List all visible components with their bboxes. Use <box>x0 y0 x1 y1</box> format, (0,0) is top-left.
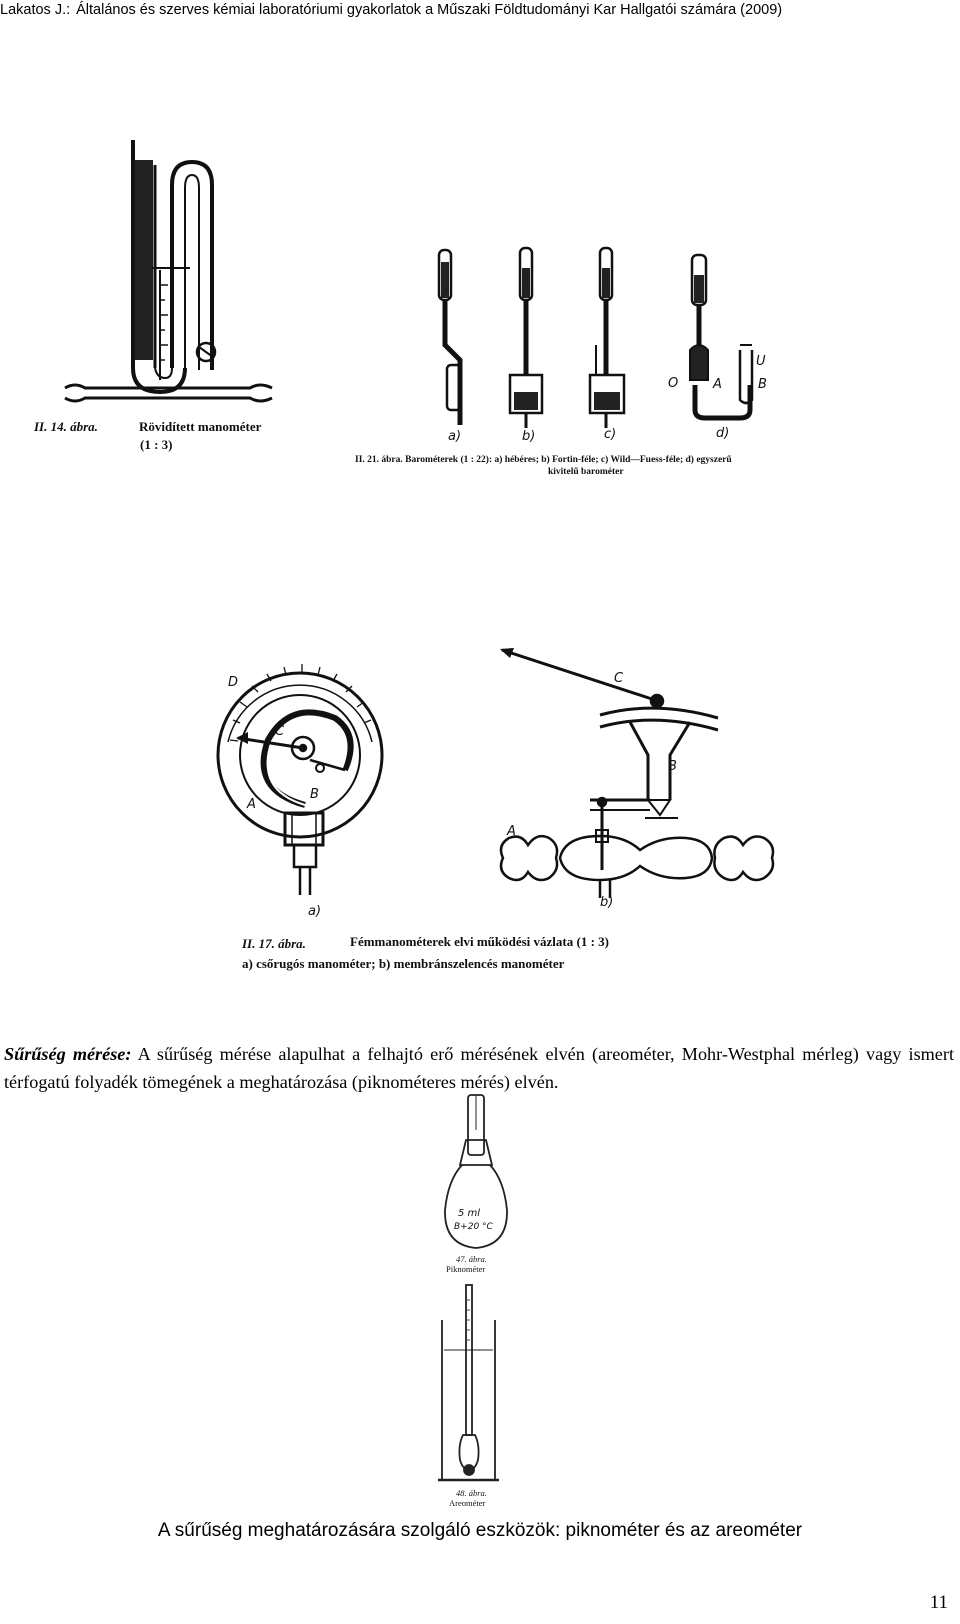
fig47-inner-volume: 5 ml <box>458 1208 481 1219</box>
fig21-detail-b: B <box>758 377 767 392</box>
density-paragraph <box>4 1040 954 1096</box>
fig21-detail-u: U <box>756 354 766 369</box>
fig17-label-a: A <box>247 797 256 812</box>
fig17-label-d: D <box>228 675 239 690</box>
fig17-caption-text: Fémmanométerek elvi működési vázlata (1 : 3) <box>350 934 609 949</box>
fig48-caption-num: 48. ábra. <box>456 1488 487 1498</box>
fig21-label-c: c) <box>604 427 617 442</box>
fig17-label-a-paren: a) <box>308 904 322 919</box>
fig17-caption-num: II. 17. ábra. <box>242 936 306 951</box>
fig21-caption-1: II. 21. ábra. Barométerek (1 : 22): a) hébéres; b) Fortin-féle; c) Wild—Fuess-féle; d) egyszerű <box>355 455 732 465</box>
fig14-caption-scale: (1 : 3) <box>140 437 173 452</box>
fig21-label-a: a) <box>448 429 462 444</box>
fig21-detail-o: O <box>668 376 679 391</box>
paragraph-text: A sűrűség mérése alapulhat a felhajtó erő mérésének elvén (areométer, Mohr-Westphal mérleg) vagy ismert térfogatú folyadék tömegének a meghatározása (piknométeres mérés) elvén. <box>4 1044 954 1092</box>
fig47-caption-name: Piknométer <box>446 1264 486 1274</box>
figure-17-manometers <box>218 648 773 898</box>
fig17-label-c: C <box>275 724 285 739</box>
header-title: Általános és szerves kémiai laboratóriumi gyakorlatok a Műszaki Földtudományi Kar Hallgatói számára (2009) <box>76 2 783 18</box>
fig21-label-d: d) <box>716 426 730 441</box>
bottom-caption: A sűrűség meghatározására szolgáló eszközök: piknométer és az areométer <box>157 1520 803 1541</box>
figure-14-manometer <box>65 140 272 401</box>
figure-21-barometers <box>439 248 752 428</box>
fig17-label-a2: A <box>507 824 516 839</box>
fig14-caption-num: II. 14. ábra. <box>34 419 98 434</box>
fig17-label-c2: C <box>614 671 624 686</box>
paragraph-lead: Sűrűség mérése: <box>4 1044 132 1064</box>
fig47-inner-temp: B+20 °C <box>454 1222 493 1232</box>
fig17-label-b2: B <box>668 759 677 774</box>
fig21-detail-a: A <box>713 377 722 392</box>
fig17-label-b: B <box>310 787 319 802</box>
fig48-caption-name: Areométer <box>449 1498 486 1508</box>
fig17-label-b-paren: b) <box>600 895 614 910</box>
page-number: 11 <box>929 1592 948 1613</box>
fig21-label-b: b) <box>522 429 536 444</box>
fig47-caption-num: 47. ábra. <box>456 1254 487 1264</box>
header-author: Lakatos J.: <box>0 2 71 18</box>
fig14-caption-text: Rövidített manométer <box>139 419 262 434</box>
fig17-caption-sub: a) csőrugós manométer; b) membránszelencés manométer <box>242 956 565 971</box>
fig21-caption-2: kivitelű barométer <box>548 467 624 477</box>
figure-48-areometer <box>438 1285 499 1480</box>
